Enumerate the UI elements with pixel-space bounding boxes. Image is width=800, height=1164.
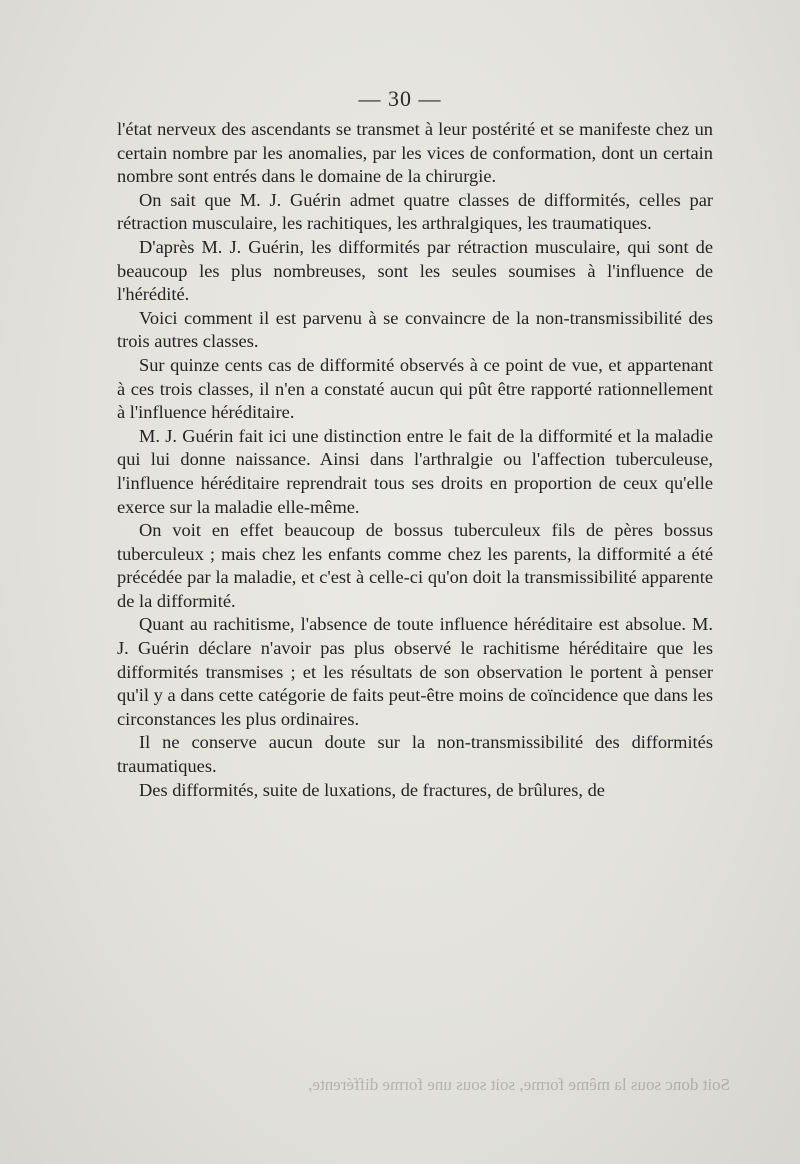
page-number: — 30 — [358,86,442,111]
paragraph-10: Des difformités, suite de luxations, de fractures, de brûlures, de [139,779,605,800]
show-through-text: Soit donc sous la même forme, soit sous une forme différente, [308,1075,730,1094]
paragraph-1: l'état nerveux des ascendants se transmet à leur postérité et se manifeste chez un certain nombre par les anomalies, par les vices de conformation, dont un certain nombre sont entrés dans le domaine de la chirurgie. [117,119,713,187]
paragraph-2: On sait que M. J. Guérin admet quatre classes de difformités, celles par rétraction musculaire, les rachitiques, les arthralgiques, les traumatiques. [117,189,713,234]
paragraph-6: M. J. Guérin fait ici une distinction entre le fait de la difformité et la maladie qui lui donne naissance. Ainsi dans l'arthralgie ou l'affection tuberculeuse, l'influence héréditaire reprendrait tous ses droits en proportion de ceux qu'elle exerce sur la maladie elle-même. [117,425,713,517]
paragraph-4: Voici comment il est parvenu à se convaincre de la non-transmissibilité des trois autres classes. [117,307,713,352]
paragraph-9: Il ne conserve aucun doute sur la non-transmissibilité des difformités traumatiques. [117,732,713,777]
paragraph-5: Sur quinze cents cas de difformité observés à ce point de vue, et appartenant à ces trois classes, il n'en a constaté aucun qui pût être rapporté rationnellement à l'influence héréditaire. [117,354,713,423]
paragraph-7: On voit en effet beaucoup de bossus tuberculeux fils de pères bossus tuberculeux ; mais chez les enfants comme chez les parents, la difformité a été précédée par la maladie, et c'est à celle-ci qu'on doit la transmissibilité apparente de la difformité. [117,520,713,611]
paragraph-8: Quant au rachitisme, l'absence de toute influence héréditaire est absolue. M. J. Guérin déclare n'avoir pas plus observé le rachitisme héréditaire que les difformités transmises ; et les résultats de son observation le portent à penser qu'il y a dans cette catégorie de faits peut-être moins de coïncidence que dans les circonstances les plus ordinaires. [117,614,713,729]
body-text [117,118,713,802]
paragraph-3: D'après M. J. Guérin, les difformités par rétraction musculaire, qui sont de beaucoup les plus nombreuses, sont les seules soumises à l'influence de l'hérédité. [117,236,713,305]
